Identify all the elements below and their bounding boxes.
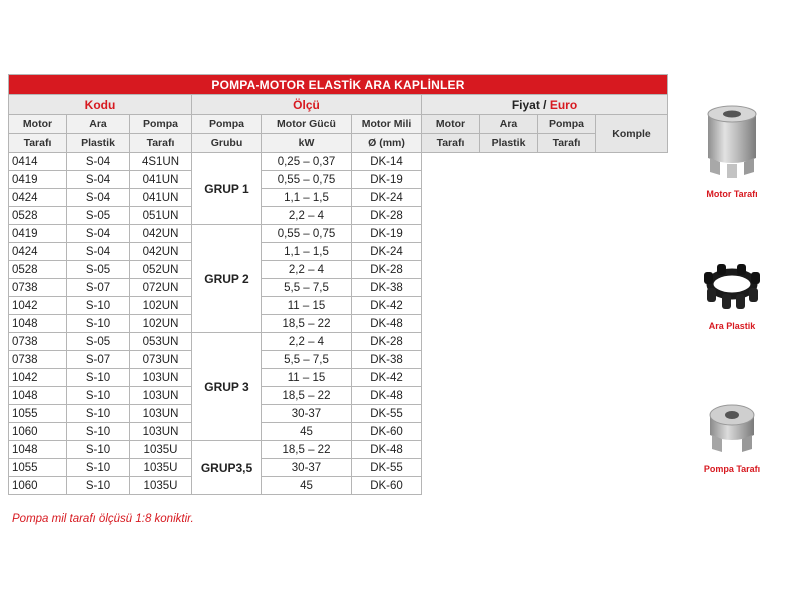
fiyat-label: Fiyat / — [511, 97, 550, 112]
cell-mili: DK-60 — [352, 423, 422, 441]
col-subheader-price-pompa: Tarafı — [538, 134, 596, 153]
cell-kw: 0,25 – 0,37 — [262, 153, 352, 171]
cell-blank — [422, 351, 480, 369]
cell-blank — [538, 279, 596, 297]
motor-side-label: Motor Tarafı — [706, 189, 758, 199]
cell-pompa: 103UN — [130, 405, 192, 423]
col-subheader-pompa-grubu: Grubu — [192, 134, 262, 153]
pompa-side-label: Pompa Tarafı — [703, 464, 761, 474]
cell-pompa: 052UN — [130, 261, 192, 279]
plastic-side-figure — [692, 258, 772, 331]
col-subheader-mili: Ø (mm) — [352, 134, 422, 153]
cell-price-ara — [480, 189, 538, 207]
euro-label: Euro — [549, 97, 578, 112]
cell-ara: S-10 — [67, 387, 130, 405]
cell-price-komple — [596, 153, 668, 171]
cell-ara: S-04 — [67, 243, 130, 261]
table-row — [9, 243, 668, 261]
cell-blank — [538, 333, 596, 351]
cell-ara: S-04 — [67, 171, 130, 189]
cell-ara: S-04 — [67, 225, 130, 243]
cell-price-ara — [480, 207, 538, 225]
cell-blank — [596, 351, 668, 369]
col-header-ara: Ara — [67, 115, 130, 134]
cell-pompa: 1035U — [130, 441, 192, 459]
cell-price-komple — [596, 189, 668, 207]
cell-blank — [538, 225, 596, 243]
cell-blank — [422, 333, 480, 351]
cell-kw: 5,5 – 7,5 — [262, 279, 352, 297]
cell-pompa: 103UN — [130, 423, 192, 441]
cell-kw: 5,5 – 7,5 — [262, 351, 352, 369]
cell-mili: DK-28 — [352, 207, 422, 225]
cell-motor: 0528 — [9, 207, 67, 225]
cell-pompa: 041UN — [130, 171, 192, 189]
cell-blank — [422, 297, 480, 315]
table-row — [9, 423, 668, 441]
cell-mili: DK-24 — [352, 243, 422, 261]
cell-price-motor — [422, 207, 480, 225]
cell-blank — [422, 459, 480, 477]
cell-blank — [538, 441, 596, 459]
cell-mili: DK-28 — [352, 333, 422, 351]
cell-blank — [596, 441, 668, 459]
cell-kw: 18,5 – 22 — [262, 315, 352, 333]
cell-motor: 1055 — [9, 459, 67, 477]
cell-mili: DK-24 — [352, 189, 422, 207]
cell-ara: S-04 — [67, 189, 130, 207]
cell-blank — [422, 315, 480, 333]
cell-blank — [480, 225, 538, 243]
cell-motor: 0738 — [9, 279, 67, 297]
table-row — [9, 333, 668, 351]
table-row — [9, 351, 668, 369]
cell-blank — [422, 225, 480, 243]
cell-blank — [538, 297, 596, 315]
cell-blank — [480, 423, 538, 441]
cell-blank — [596, 225, 668, 243]
group-header-olcu: Ölçü — [192, 95, 422, 115]
cell-blank — [480, 243, 538, 261]
plastic-side-label: Ara Plastik — [708, 321, 756, 331]
cell-pompa: 042UN — [130, 225, 192, 243]
cell-blank — [596, 423, 668, 441]
cell-price-pompa — [538, 207, 596, 225]
cell-blank — [480, 315, 538, 333]
cell-price-pompa — [538, 189, 596, 207]
cell-blank — [538, 387, 596, 405]
cell-ara: S-07 — [67, 279, 130, 297]
cell-pompa: 102UN — [130, 315, 192, 333]
cell-price-pompa — [538, 171, 596, 189]
cell-ara: S-05 — [67, 207, 130, 225]
cell-blank — [422, 387, 480, 405]
table-row — [9, 189, 668, 207]
table-row — [9, 459, 668, 477]
cell-blank — [422, 405, 480, 423]
table-row — [9, 225, 668, 243]
table-row — [9, 171, 668, 189]
cell-pompa: 041UN — [130, 189, 192, 207]
cell-blank — [596, 387, 668, 405]
cell-price-komple — [596, 207, 668, 225]
cell-pompa: 072UN — [130, 279, 192, 297]
cell-motor: 0738 — [9, 333, 67, 351]
cell-kw: 11 – 15 — [262, 369, 352, 387]
cell-kw: 2,2 – 4 — [262, 261, 352, 279]
col-header-pompa: Pompa — [130, 115, 192, 134]
cell-blank — [480, 441, 538, 459]
cell-pompa-grubu: GRUP3,5 — [192, 441, 262, 495]
cell-kw: 30-37 — [262, 459, 352, 477]
cell-blank — [596, 459, 668, 477]
cell-mili: DK-38 — [352, 279, 422, 297]
cell-blank — [596, 369, 668, 387]
cell-mili: DK-42 — [352, 297, 422, 315]
cell-ara: S-10 — [67, 477, 130, 495]
col-header-komple: Komple — [596, 115, 668, 153]
table-row — [9, 441, 668, 459]
cell-pompa: 4S1UN — [130, 153, 192, 171]
col-subheader-motor: Tarafı — [9, 134, 67, 153]
cell-kw: 18,5 – 22 — [262, 441, 352, 459]
cell-blank — [538, 351, 596, 369]
table-row — [9, 279, 668, 297]
cell-pompa: 051UN — [130, 207, 192, 225]
cell-mili: DK-19 — [352, 171, 422, 189]
table-title: POMPA-MOTOR ELASTİK ARA KAPLİNLER — [9, 75, 668, 95]
pompa-coupling-image — [700, 395, 764, 457]
cell-mili: DK-48 — [352, 315, 422, 333]
cell-blank — [596, 477, 668, 495]
cell-blank — [422, 477, 480, 495]
col-subheader-ara: Plastik — [67, 134, 130, 153]
cell-mili: DK-48 — [352, 441, 422, 459]
cell-motor: 1060 — [9, 477, 67, 495]
table-body — [9, 153, 668, 495]
cell-ara: S-10 — [67, 441, 130, 459]
cell-pompa: 053UN — [130, 333, 192, 351]
col-header-motor: Motor — [9, 115, 67, 134]
cell-price-ara — [480, 153, 538, 171]
table-row — [9, 405, 668, 423]
cell-mili: DK-28 — [352, 261, 422, 279]
cell-mili: DK-19 — [352, 225, 422, 243]
cell-pompa: 102UN — [130, 297, 192, 315]
footnote: Pompa mil tarafı ölçüsü 1:8 koniktir. — [12, 513, 194, 525]
cell-price-pompa — [538, 153, 596, 171]
cell-blank — [596, 297, 668, 315]
cell-blank — [480, 477, 538, 495]
cell-blank — [480, 369, 538, 387]
cell-pompa: 073UN — [130, 351, 192, 369]
cell-mili: DK-60 — [352, 477, 422, 495]
cell-motor: 0419 — [9, 225, 67, 243]
cell-mili: DK-48 — [352, 387, 422, 405]
cell-blank — [538, 405, 596, 423]
cell-kw: 1,1 – 1,5 — [262, 243, 352, 261]
col-header-motor-gucu: Motor Gücü — [262, 115, 352, 134]
cell-mili: DK-55 — [352, 459, 422, 477]
cell-blank — [538, 477, 596, 495]
cell-ara: S-10 — [67, 369, 130, 387]
col-header-motor-mili: Motor Mili — [352, 115, 422, 134]
cell-pompa: 1035U — [130, 477, 192, 495]
cell-blank — [422, 369, 480, 387]
cell-pompa-grubu: GRUP 2 — [192, 225, 262, 333]
cell-blank — [480, 333, 538, 351]
cell-blank — [480, 405, 538, 423]
cell-blank — [538, 369, 596, 387]
col-subheader-price-motor: Tarafı — [422, 134, 480, 153]
cell-ara: S-05 — [67, 261, 130, 279]
cell-blank — [538, 459, 596, 477]
cell-price-motor — [422, 189, 480, 207]
cell-motor: 0419 — [9, 171, 67, 189]
motor-side-figure — [692, 100, 772, 199]
cell-price-komple — [596, 171, 668, 189]
col-header-price-motor: Motor — [422, 115, 480, 134]
cell-kw: 45 — [262, 423, 352, 441]
cell-blank — [422, 441, 480, 459]
cell-mili: DK-38 — [352, 351, 422, 369]
cell-motor: 1060 — [9, 423, 67, 441]
cell-motor: 1042 — [9, 297, 67, 315]
table-row — [9, 369, 668, 387]
cell-blank — [538, 423, 596, 441]
cell-pompa: 103UN — [130, 387, 192, 405]
coupling-table-container — [8, 74, 668, 495]
cell-ara: S-05 — [67, 333, 130, 351]
cell-blank — [422, 423, 480, 441]
col-subheader-pompa: Tarafı — [130, 134, 192, 153]
cell-pompa-grubu: GRUP 1 — [192, 153, 262, 225]
cell-blank — [480, 279, 538, 297]
cell-blank — [480, 261, 538, 279]
cell-mili: DK-55 — [352, 405, 422, 423]
group-header-kodu: Kodu — [9, 95, 192, 115]
cell-motor: 0414 — [9, 153, 67, 171]
cell-motor: 0528 — [9, 261, 67, 279]
cell-kw: 2,2 – 4 — [262, 207, 352, 225]
cell-kw: 11 – 15 — [262, 297, 352, 315]
cell-blank — [596, 315, 668, 333]
cell-blank — [480, 387, 538, 405]
cell-blank — [422, 261, 480, 279]
cell-blank — [422, 279, 480, 297]
cell-blank — [596, 333, 668, 351]
cell-kw: 45 — [262, 477, 352, 495]
cell-kw: 1,1 – 1,5 — [262, 189, 352, 207]
plastic-spider-image — [697, 258, 767, 314]
cell-motor: 0738 — [9, 351, 67, 369]
motor-coupling-image — [700, 100, 764, 182]
cell-blank — [596, 243, 668, 261]
cell-ara: S-07 — [67, 351, 130, 369]
col-subheader-price-ara: Plastik — [480, 134, 538, 153]
cell-blank — [596, 405, 668, 423]
cell-motor: 1042 — [9, 369, 67, 387]
cell-price-motor — [422, 171, 480, 189]
cell-pompa: 103UN — [130, 369, 192, 387]
cell-blank — [480, 459, 538, 477]
cell-kw: 2,2 – 4 — [262, 333, 352, 351]
table-row — [9, 297, 668, 315]
cell-ara: S-10 — [67, 297, 130, 315]
cell-ara: S-10 — [67, 405, 130, 423]
cell-pompa: 1035U — [130, 459, 192, 477]
cell-price-motor — [422, 153, 480, 171]
cell-pompa-grubu: GRUP 3 — [192, 333, 262, 441]
cell-ara: S-10 — [67, 423, 130, 441]
cell-kw: 0,55 – 0,75 — [262, 225, 352, 243]
group-header-fiyat — [422, 95, 668, 115]
col-subheader-kw: kW — [262, 134, 352, 153]
table-row — [9, 315, 668, 333]
cell-blank — [480, 297, 538, 315]
cell-kw: 30-37 — [262, 405, 352, 423]
cell-blank — [538, 261, 596, 279]
col-header-price-ara: Ara — [480, 115, 538, 134]
cell-motor: 0424 — [9, 189, 67, 207]
cell-price-ara — [480, 171, 538, 189]
coupling-table — [8, 74, 668, 495]
col-header-price-pompa: Pompa — [538, 115, 596, 134]
cell-ara: S-04 — [67, 153, 130, 171]
cell-blank — [422, 243, 480, 261]
cell-blank — [596, 279, 668, 297]
cell-pompa: 042UN — [130, 243, 192, 261]
cell-ara: S-10 — [67, 459, 130, 477]
cell-motor: 1048 — [9, 315, 67, 333]
table-row — [9, 477, 668, 495]
cell-motor: 1048 — [9, 441, 67, 459]
cell-kw: 18,5 – 22 — [262, 387, 352, 405]
pompa-side-figure — [692, 395, 772, 474]
table-row — [9, 153, 668, 171]
table-row — [9, 387, 668, 405]
cell-motor: 0424 — [9, 243, 67, 261]
cell-blank — [596, 261, 668, 279]
cell-blank — [538, 315, 596, 333]
table-row — [9, 207, 668, 225]
cell-motor: 1048 — [9, 387, 67, 405]
cell-motor: 1055 — [9, 405, 67, 423]
table-row — [9, 261, 668, 279]
cell-blank — [480, 351, 538, 369]
cell-blank — [538, 243, 596, 261]
cell-mili: DK-14 — [352, 153, 422, 171]
cell-ara: S-10 — [67, 315, 130, 333]
col-header-pompa-grubu: Pompa — [192, 115, 262, 134]
cell-mili: DK-42 — [352, 369, 422, 387]
cell-kw: 0,55 – 0,75 — [262, 171, 352, 189]
